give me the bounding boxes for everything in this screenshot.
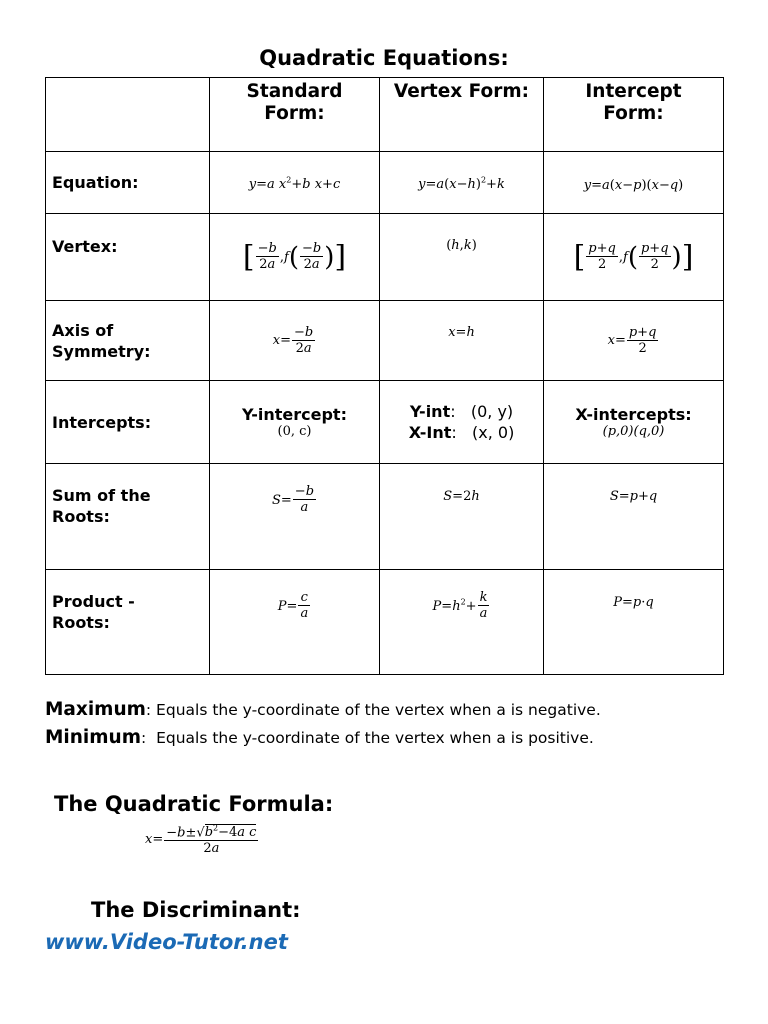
quadratic-forms-table: [45, 77, 724, 675]
table-row-axis: [46, 301, 724, 381]
row-label-product: [46, 570, 210, 675]
product-intercept: P=p·q: [544, 570, 724, 675]
header-intercept-line1: Intercept: [585, 81, 682, 102]
equation-vertex: $y=a(x-h)^2+k$: [380, 152, 544, 214]
maximum-definition: [45, 696, 601, 724]
y-int-label: Y-int: [409, 402, 451, 421]
x-int-label: X-Int: [408, 423, 452, 442]
row-label-axis-line2: Symmetry:: [52, 341, 151, 361]
row-label-intercepts: Intercepts:: [46, 381, 210, 464]
header-vertex-form: [380, 78, 544, 152]
vertex-intercept: [ $\frac{p+q}{2}$ ,f( $\frac{p+q}{2}$ )]: [544, 214, 724, 301]
row-label-axis: [46, 301, 210, 381]
discriminant-title: The Discriminant:: [91, 898, 301, 922]
minimum-term: Minimum: [45, 727, 141, 748]
row-label-sum-line1: Sum of the: [52, 486, 151, 505]
table-row-vertex: [46, 214, 724, 301]
maximum-term: Maximum: [45, 699, 146, 720]
table-row-equation: [46, 152, 724, 214]
product-standard: P= $\frac{c}{a}$: [210, 570, 380, 675]
row-label-vertex: Vertex:: [46, 214, 210, 301]
header-intercept-line2: Form:: [603, 103, 664, 124]
intercepts-intercept: [544, 381, 724, 464]
y-intercept-label: Y-intercept:: [242, 405, 347, 424]
intercepts-standard: [210, 381, 380, 464]
x-intercepts-value: (p,0)(q,0): [602, 424, 665, 439]
table-row-intercepts: [46, 381, 724, 464]
definitions: [45, 696, 601, 752]
table-row-sum: [46, 464, 724, 570]
row-label-axis-line1: Axis of: [52, 320, 114, 340]
row-label-sum-line2: Roots:: [52, 507, 110, 526]
axis-intercept: x= $\frac{p+q}{2}$: [544, 301, 724, 381]
equation-standard: y=a $x^2+b$ x+c: [210, 152, 380, 214]
header-intercept-form: [544, 78, 724, 152]
equation-intercept: y=a(x−p)(x−q): [544, 152, 724, 214]
x-intercepts-label: X-intercepts:: [575, 405, 692, 424]
row-label-product-line1: Product -: [52, 592, 135, 611]
website-link[interactable]: www.Video-Tutor.net: [45, 930, 288, 954]
maximum-text: : Equals the y-coordinate of the vertex when a is negative.: [145, 701, 601, 719]
product-vertex: $P=h^2+$ $\frac{k}{a}$: [380, 570, 544, 675]
vertex-standard: [ $\frac{-b}{2a}$ ,f( $\frac{-b}{2a}$ )]: [210, 214, 380, 301]
sum-intercept: S=p+q: [544, 464, 724, 570]
quadratic-formula-title: The Quadratic Formula:: [54, 792, 334, 816]
vertex-vertex: (h,k): [380, 214, 544, 301]
page-title: Quadratic Equations:: [259, 46, 509, 70]
sum-vertex: S=2h: [380, 464, 544, 570]
minimum-text: : Equals the y-coordinate of the vertex when a is positive.: [141, 729, 594, 747]
header-standard-line1: Standard: [246, 81, 343, 102]
axis-standard: x= $\frac{-b}{2a}$: [210, 301, 380, 381]
header-standard-form: [210, 78, 380, 152]
header-vertex-line1: Vertex Form:: [393, 81, 530, 102]
quadratic-formula: x= $\frac{-b\pm√b^2-4a c}{2a}$: [145, 824, 257, 857]
table-row-product: [46, 570, 724, 675]
row-label-equation: Equation:: [46, 152, 210, 214]
table-header-row: [46, 78, 724, 152]
corner-cell: [46, 78, 210, 152]
minimum-definition: [45, 724, 601, 752]
sum-standard: S= $\frac{-b}{a}$: [210, 464, 380, 570]
y-int-value: : (0, y): [450, 402, 514, 421]
axis-vertex: x=h: [380, 301, 544, 381]
y-intercept-value: (0, c): [277, 424, 312, 439]
header-standard-line2: Form:: [264, 103, 325, 124]
x-int-value: : (x, 0): [451, 423, 515, 442]
row-label-product-line2: Roots:: [52, 613, 110, 632]
row-label-sum: [46, 464, 210, 570]
intercepts-vertex: [380, 381, 544, 464]
